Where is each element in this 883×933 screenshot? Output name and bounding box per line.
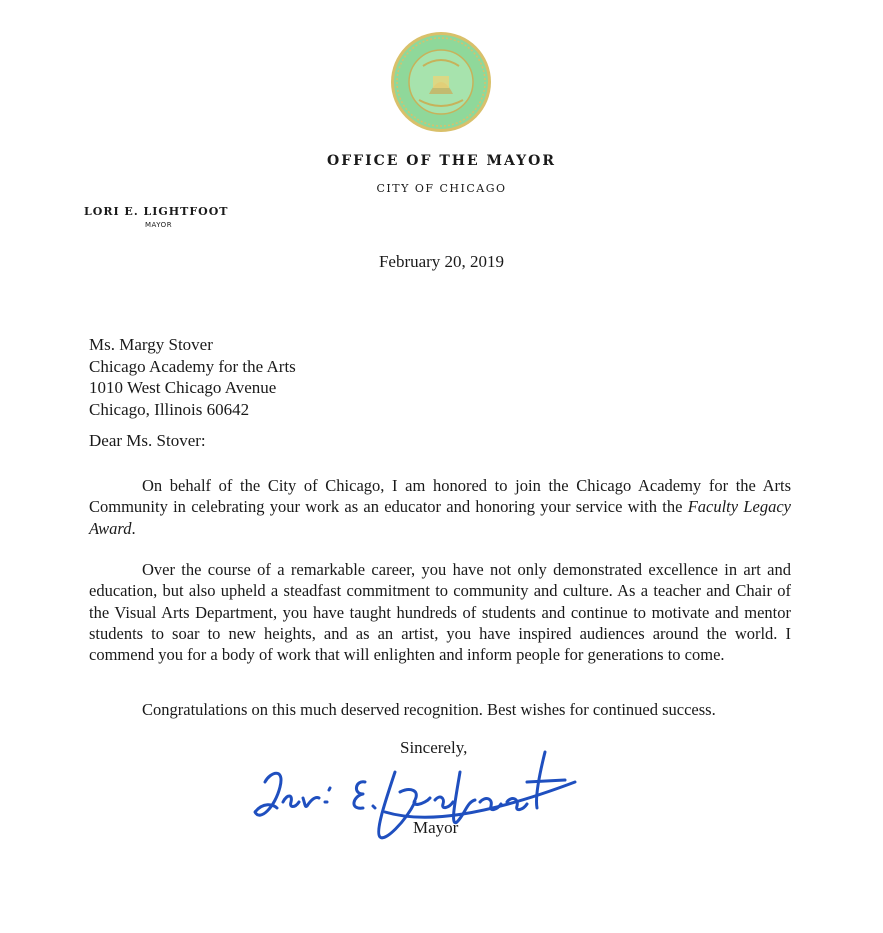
recipient-organization: Chicago Academy for the Arts [89,356,296,376]
letterhead-office: OFFICE OF THE MAYOR [327,153,556,169]
recipient-address [89,334,296,420]
paragraph-3: Congratulations on this much deserved recognition. Best wishes for continued success. [142,700,716,719]
paragraph-1-text: On behalf of the City of Chicago, I am honored to join the Chicago Academy for the Arts Community in celebrating your work as an educator and honoring your service with the [89,476,791,517]
recipient-street: 1010 West Chicago Avenue [89,378,277,397]
letterhead-mayor-name: LORI E. LIGHTFOOT [84,205,229,218]
paragraph-2: Over the course of a remarkable career, you have not only demonstrated excellence in art and education, but also upheld a steadfast commitment to community and culture. As a teacher and Chair of the Visual Arts Department, you have taught hundreds of students and continue to motivate and mentor students to soar to new heights, and as an artist, you have inspired audiences around the world. I commend you for a body of work that will enlighten and inform people for generations to come. [89,560,791,665]
letterhead-city: CITY OF CHICAGO [376,182,507,195]
paragraph-1 [89,475,791,539]
city-seal-logo [389,30,493,134]
recipient-name: Ms. Margy Stover [89,335,213,354]
award-name: Faculty Legacy Award [89,497,791,538]
letter-date: February 20, 2019 [378,252,505,271]
closing-title: Mayor [413,818,459,837]
salutation: Dear Ms. Stover: [89,431,206,450]
recipient-city: Chicago, Illinois 60642 [89,399,250,419]
paragraph-1-end: . [131,518,136,538]
letterhead-mayor-title: MAYOR [145,221,173,229]
closing-sincerely: Sincerely, [400,738,468,757]
